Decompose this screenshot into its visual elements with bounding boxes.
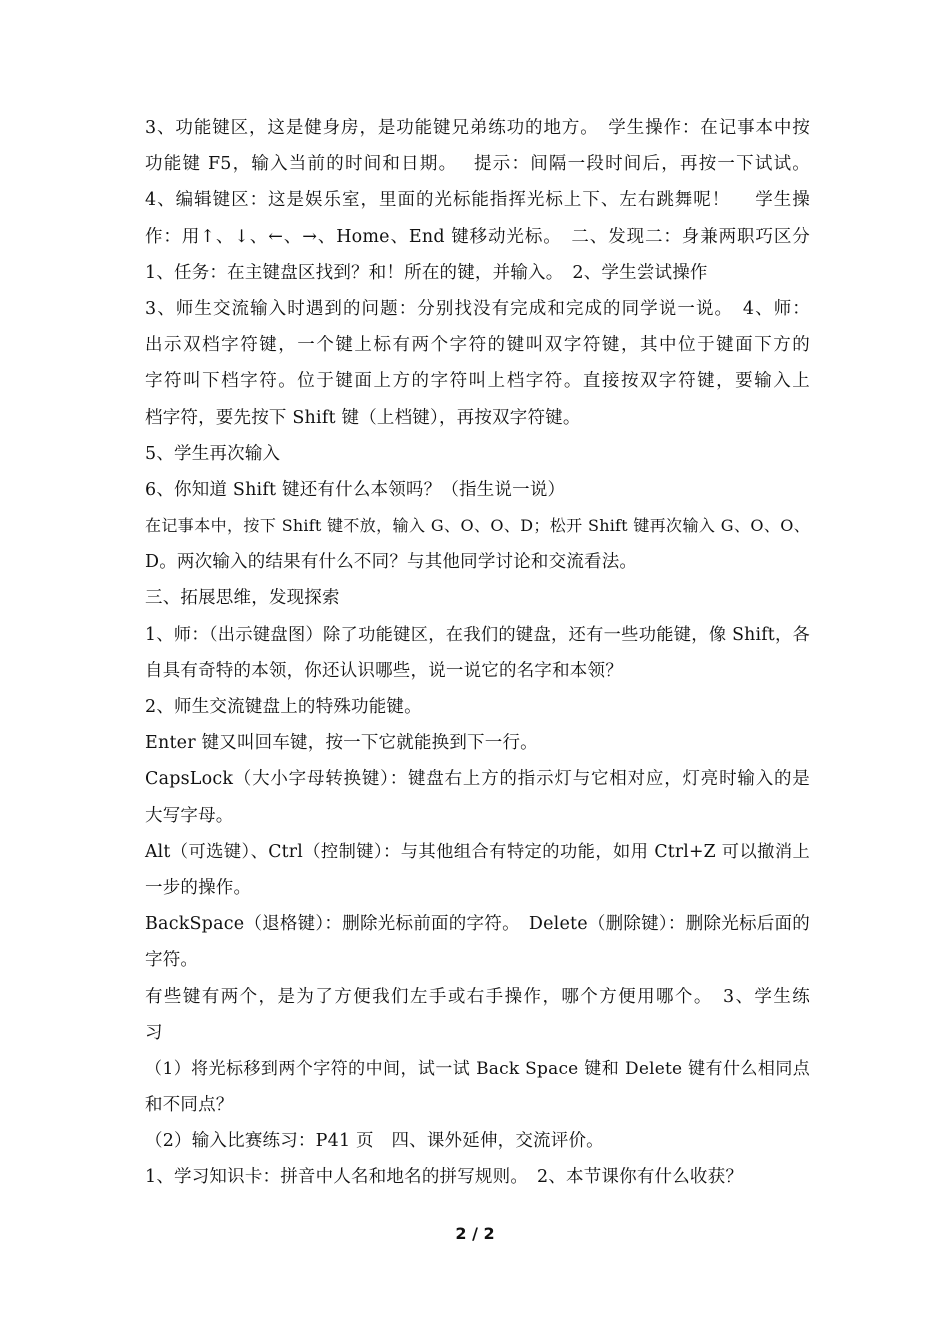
text-line: 和不同点？ — [145, 1095, 234, 1116]
text-line: 在记事本中，按下 Shift 键不放，输入 G、O、O、D；松开 Shift 键再次输入 G、O、O、 — [145, 516, 810, 536]
text-line: 出示双档字符键，一个键上标有两个字符的键叫双字符键，其中位于键面下方的 — [145, 335, 810, 356]
text-line: （1）将光标移到两个字符的中间，试一试 Back Space 键和 Delete 键有什么相同点 — [145, 1058, 810, 1079]
page-number: 2 / 2 — [455, 1224, 495, 1243]
document-body — [145, 110, 810, 1196]
text-line: 有些键有两个，是为了方便我们左手或右手操作，哪个方便用哪个。 3、学生练 — [145, 986, 810, 1007]
text-line: 字符。 — [145, 950, 199, 971]
section-heading: 三、拓展思维，发现探索 — [145, 588, 340, 609]
text-line: 大写字母。 — [145, 805, 234, 826]
text-line: Enter 键又叫回车键，按一下它就能换到下一行。 — [145, 733, 538, 754]
text-line: CapsLock（大小字母转换键）：键盘右上方的指示灯与它相对应，灯亮时输入的是 — [145, 769, 810, 790]
text-line: 4、编辑键区：这是娱乐室，里面的光标能指挥光标上下、左右跳舞呢！ 学生操 — [145, 190, 810, 211]
text-line: 字符叫下档字符。位于键面上方的字符叫上档字符。直接按双字符键，要输入上 — [145, 371, 810, 392]
text-line: 自具有奇特的本领，你还认识哪些，说一说它的名字和本领？ — [145, 660, 623, 681]
text-line: 5、学生再次输入 — [145, 443, 281, 464]
text-line: 2、师生交流键盘上的特殊功能键。 — [145, 697, 422, 717]
text-line: 作：用↑、↓、←、→、Home、End 键移动光标。 二、发现二：身兼两职巧区分 — [145, 226, 810, 247]
text-line: 一步的操作。 — [145, 877, 252, 898]
text-line: 3、功能键区，这是健身房，是功能键兄弟练功的地方。 学生操作：在记事本中按 — [145, 118, 810, 138]
text-line: BackSpace（退格键）：删除光标前面的字符。 Delete（删除键）：删除光标后面的 — [145, 914, 810, 935]
text-line: 1、任务：在主键盘区找到？和！所在的键，并输入。 2、学生尝试操作 — [145, 262, 708, 283]
text-line: 1、学习知识卡：拼音中人名和地名的拼写规则。 2、本节课你有什么收获？ — [145, 1167, 744, 1188]
text-line: 档字符，要先按下 Shift 键（上档键），再按双字符键。 — [145, 407, 581, 428]
text-line: （2）输入比赛练习：P41 页 四、课外延伸，交流评价。 — [145, 1131, 604, 1152]
text-line: 3、师生交流输入时遇到的问题：分别找没有完成和完成的同学说一说。 4、师： — [145, 298, 810, 319]
text-line: D。两次输入的结果有什么不同？与其他同学讨论和交流看法。 — [145, 552, 638, 573]
text-line: Alt（可选键）、Ctrl（控制键）：与其他组合有特定的功能，如用 Ctrl+Z 可以撤消上 — [145, 841, 810, 862]
text-line: 6、你知道 Shift 键还有什么本领吗？（指生说一说） — [145, 479, 566, 500]
text-line: 功能键 F5，输入当前的时间和日期。 提示：间隔一段时间后，再按一下试试。 — [145, 154, 810, 175]
text-line: 习 — [145, 1022, 163, 1043]
text-line: 1、师：（出示键盘图）除了功能键区，在我们的键盘，还有一些功能键，像 Shift，各 — [145, 624, 810, 645]
